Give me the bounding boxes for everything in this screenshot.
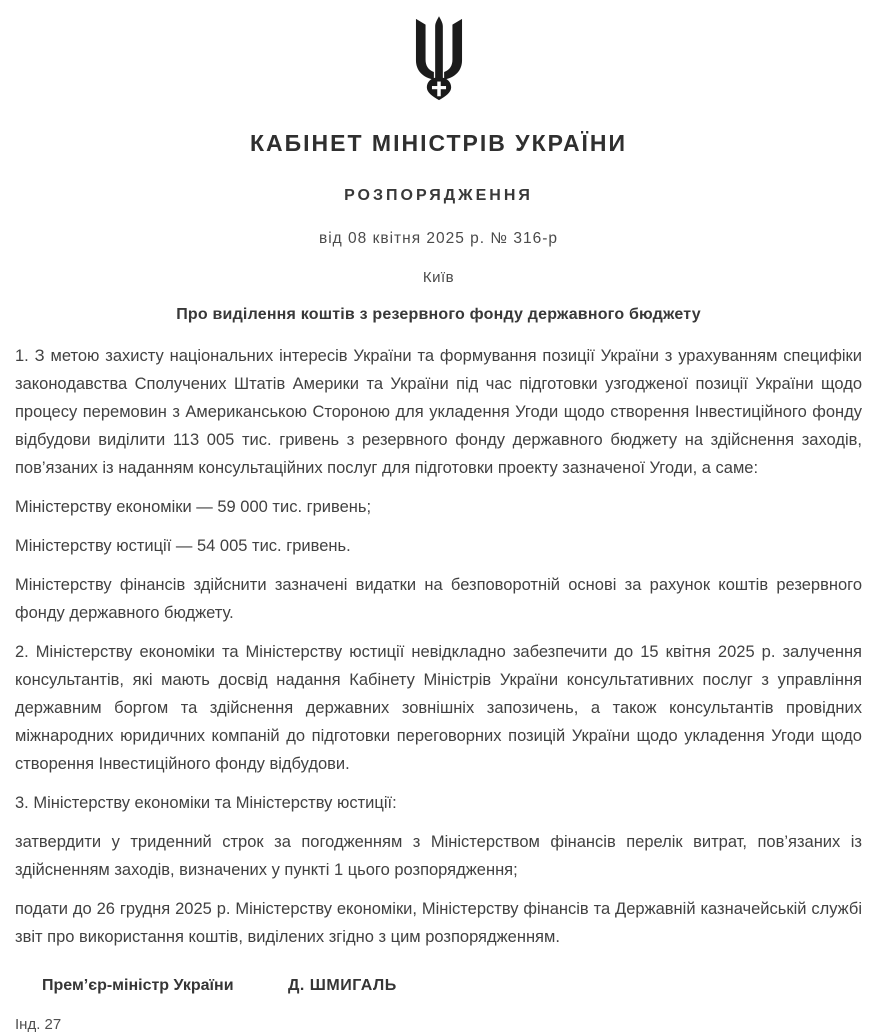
document-header [15, 16, 862, 324]
paragraph-3b: подати до 26 грудня 2025 р. Міністерству економіки, Міністерству фінансів та Державній казначейській службі звіт про використання коштів, виділених згідно з цим розпорядженням. [15, 900, 862, 946]
paragraph-economy-allocation: Міністерству економіки — 59 000 тис. гривень; [15, 498, 372, 516]
org-title: КАБІНЕТ МІНІСТРІВ УКРАЇНИ [249, 130, 628, 156]
paragraph-2: 2. Міністерству економіки та Міністерству юстиції невідкладно забезпечити до 15 квітня 2025 р. залучення консультантів, які мають досвід надання Кабінету Міністрів України консультативних послуг з управління державним боргом та здійснення державних зовнішніх запозичень, а також консультантів провідних міжнародних юридичних компаній до підготовки переговорних позицій України щодо укладення Угоди щодо створення Інвестиційного фонду відбудови. [15, 643, 862, 773]
doc-type-title: РОЗПОРЯДЖЕННЯ [344, 187, 533, 204]
index-number: Інд. 27 [15, 1016, 62, 1033]
signer-position: Прем’єр-міністр України [42, 977, 234, 994]
date-number-line: від 08 квітня 2025 р. № 316-р [319, 230, 558, 247]
paragraph-finance-instruction: Міністерству фінансів здійснити зазначені видатки на безповоротній основі за рахунок коштів резервного фонду державного бюджету. [15, 576, 862, 622]
signer-name: Д. ШМИГАЛЬ [288, 977, 397, 994]
ukraine-trident-icon [407, 16, 471, 101]
paragraph-3a: затвердити у триденний строк за погодженням з Міністерством фінансів перелік витрат, пов’язаних із здійсненням заходів, визначених у пункті 1 цього розпорядження; [15, 833, 862, 879]
document-body [15, 342, 862, 951]
paragraph-1: 1. З метою захисту національних інтересів України та формування позиції України з урахуванням специфіки законодавства Сполучених Штатів Америки та України під час підготовки узгодженої позиції України щодо процесу перемовин з Американською Стороною для укладення Угоди щодо створення Інвестиційного фонду відбудови виділити 113 005 тис. гривень з резервного фонду державного бюджету на здійснення заходів, пов’язаних із наданням консультаційних послуг для підготовки проекту зазначеної Угоди, а саме: [15, 347, 862, 477]
paragraph-3: 3. Міністерству економіки та Міністерству юстиції: [15, 794, 397, 812]
paragraph-justice-allocation: Міністерству юстиції — 54 005 тис. гривень. [15, 537, 351, 555]
signature-block [15, 977, 862, 995]
subject-line: Про виділення коштів з резервного фонду державного бюджету [176, 306, 701, 323]
city-line: Київ [422, 269, 455, 286]
